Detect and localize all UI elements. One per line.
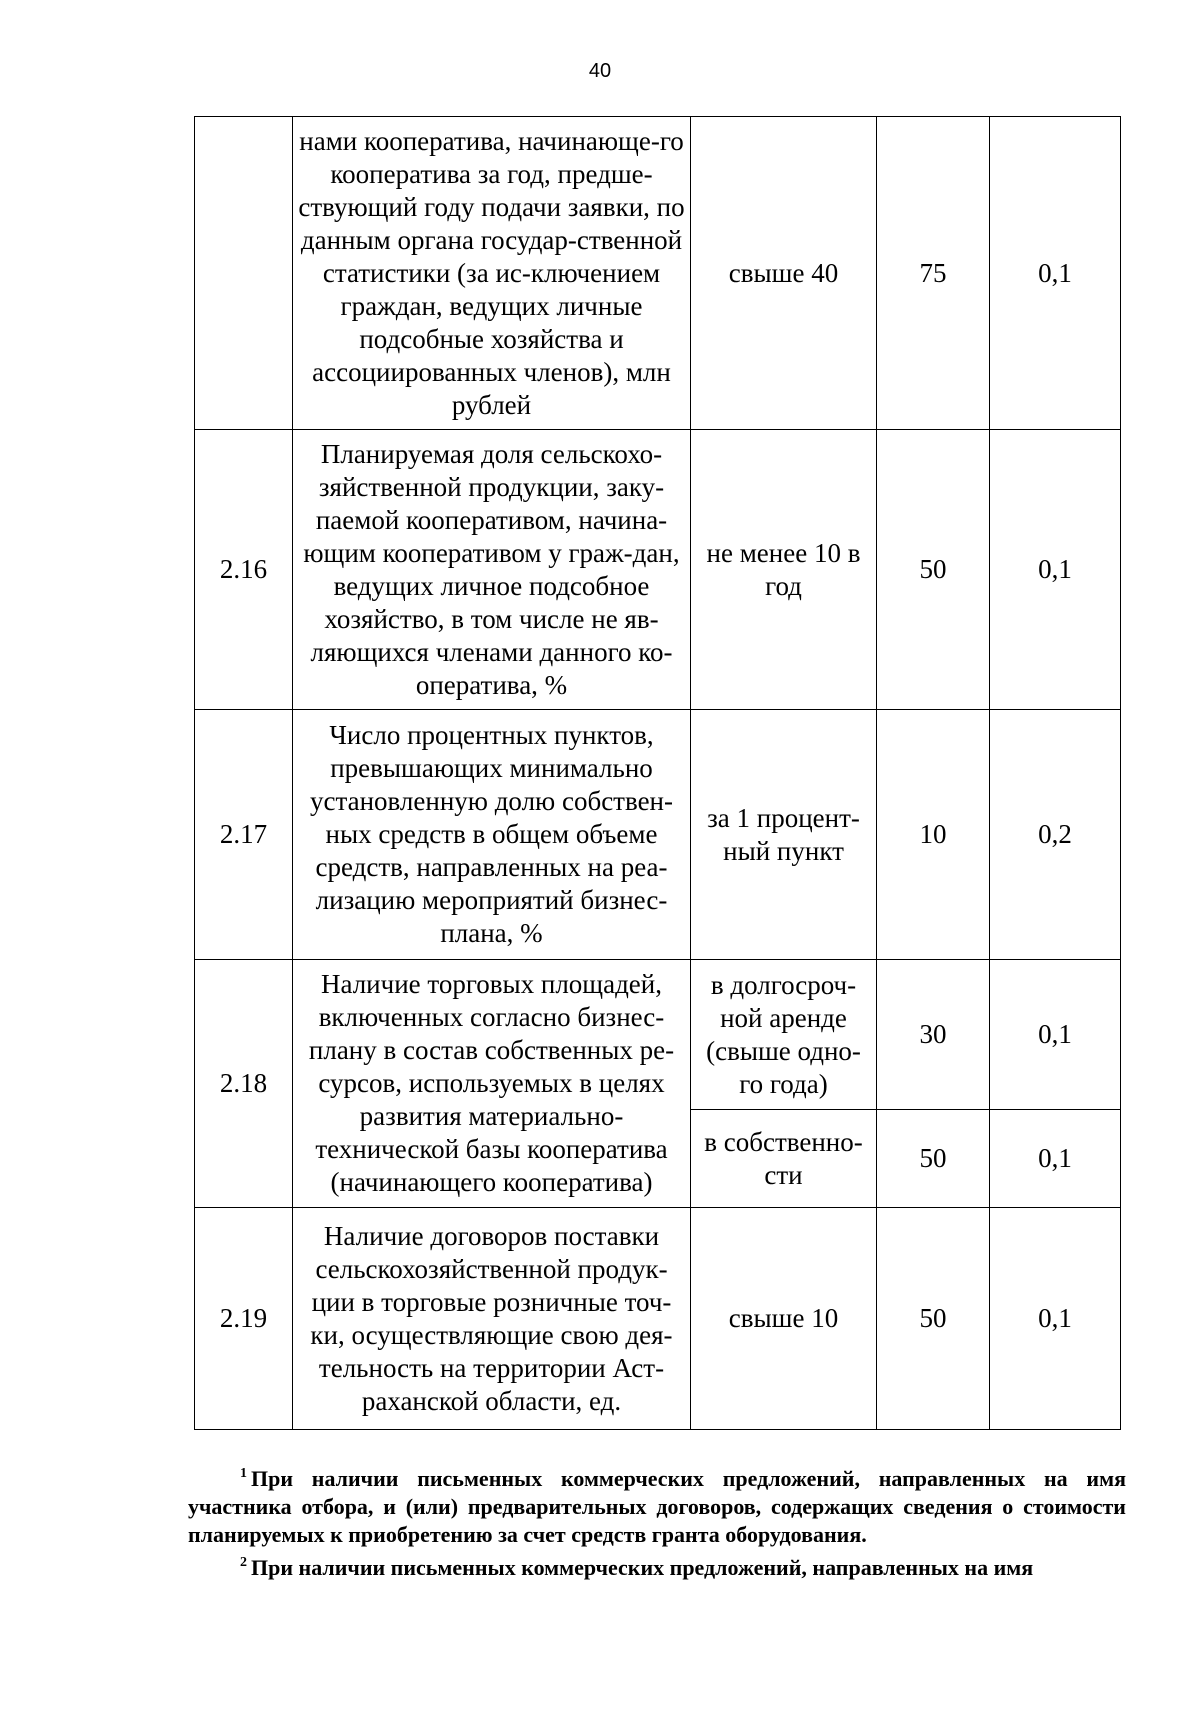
table-row bbox=[195, 960, 1121, 1110]
row-number: 2.19 bbox=[195, 1208, 293, 1430]
criterion-condition: в собственно-сти bbox=[691, 1110, 877, 1208]
criterion-score: 30 bbox=[877, 960, 990, 1110]
criterion-condition: свыше 10 bbox=[691, 1208, 877, 1430]
footnote bbox=[188, 1460, 1126, 1549]
row-number: 2.17 bbox=[195, 710, 293, 960]
table-row bbox=[195, 117, 1121, 430]
criterion-description: Планируемая доля сельскохо-зяйственной продукции, заку-паемой кооперативом, начина-ющим кооперативом у граж-дан, ведущих личное подсобное хозяйство, в том числе не яв-ляющихся членами данного ко-оператива, % bbox=[293, 430, 691, 710]
criterion-weight: 0,1 bbox=[990, 430, 1121, 710]
row-number: 2.16 bbox=[195, 430, 293, 710]
table-row bbox=[195, 430, 1121, 710]
criterion-weight: 0,1 bbox=[990, 1208, 1121, 1430]
criterion-score: 75 bbox=[877, 117, 990, 430]
table-row bbox=[195, 710, 1121, 960]
footnote bbox=[188, 1549, 1126, 1582]
footnote-marker: 2 bbox=[240, 1555, 247, 1570]
footnote-text: При наличии письменных коммерческих предложений, направленных на имя bbox=[251, 1555, 1034, 1580]
footnote-text: При наличии письменных коммерческих предложений, направленных на имя участника отбора, и (или) предварительных договоров, содержащих сведения о стоимости планируемых к приобретению за счет средств гранта оборудования. bbox=[188, 1466, 1126, 1547]
page-number: 40 bbox=[588, 60, 612, 82]
criterion-score: 50 bbox=[877, 1110, 990, 1208]
criterion-weight: 0,1 bbox=[990, 1110, 1121, 1208]
criterion-score: 50 bbox=[877, 430, 990, 710]
criterion-description: Наличие торговых площадей, включенных согласно бизнес-плану в состав собственных ре-сурсов, используемых в целях развития материально-технической базы кооператива (начинающего кооператива) bbox=[293, 960, 691, 1208]
criterion-weight: 0,2 bbox=[990, 710, 1121, 960]
row-number: 2.18 bbox=[195, 960, 293, 1208]
criterion-score: 50 bbox=[877, 1208, 990, 1430]
table-row bbox=[195, 1208, 1121, 1430]
footnote-marker: 1 bbox=[240, 1466, 247, 1481]
criterion-description: Наличие договоров поставки сельскохозяйственной продук-ции в торговые розничные точ-ки, осуществляющие свою дея-тельность на территории Аст-раханской области, ед. bbox=[293, 1208, 691, 1430]
footnotes bbox=[188, 1460, 1126, 1582]
criterion-condition: в долгосроч-ной аренде (свыше одно-го года) bbox=[691, 960, 877, 1110]
criterion-condition: за 1 процент-ный пункт bbox=[691, 710, 877, 960]
criterion-description: нами кооператива, начинающе-го кооператива за год, предше-ствующий году подачи заявки, по данным органа государ-ственной статистики (за ис-ключением граждан, ведущих личные подсобные хозяйства и ассоциированных членов), млн рублей bbox=[293, 117, 691, 430]
criterion-condition: свыше 40 bbox=[691, 117, 877, 430]
criterion-description: Число процентных пунктов, превышающих минимально установленную долю собствен-ных средств в общем объеме средств, направленных на реа-лизацию мероприятий бизнес-плана, % bbox=[293, 710, 691, 960]
criteria-table bbox=[194, 116, 1121, 1430]
criterion-score: 10 bbox=[877, 710, 990, 960]
criterion-weight: 0,1 bbox=[990, 117, 1121, 430]
criterion-condition: не менее 10 в год bbox=[691, 430, 877, 710]
row-number bbox=[195, 117, 293, 430]
criterion-weight: 0,1 bbox=[990, 960, 1121, 1110]
